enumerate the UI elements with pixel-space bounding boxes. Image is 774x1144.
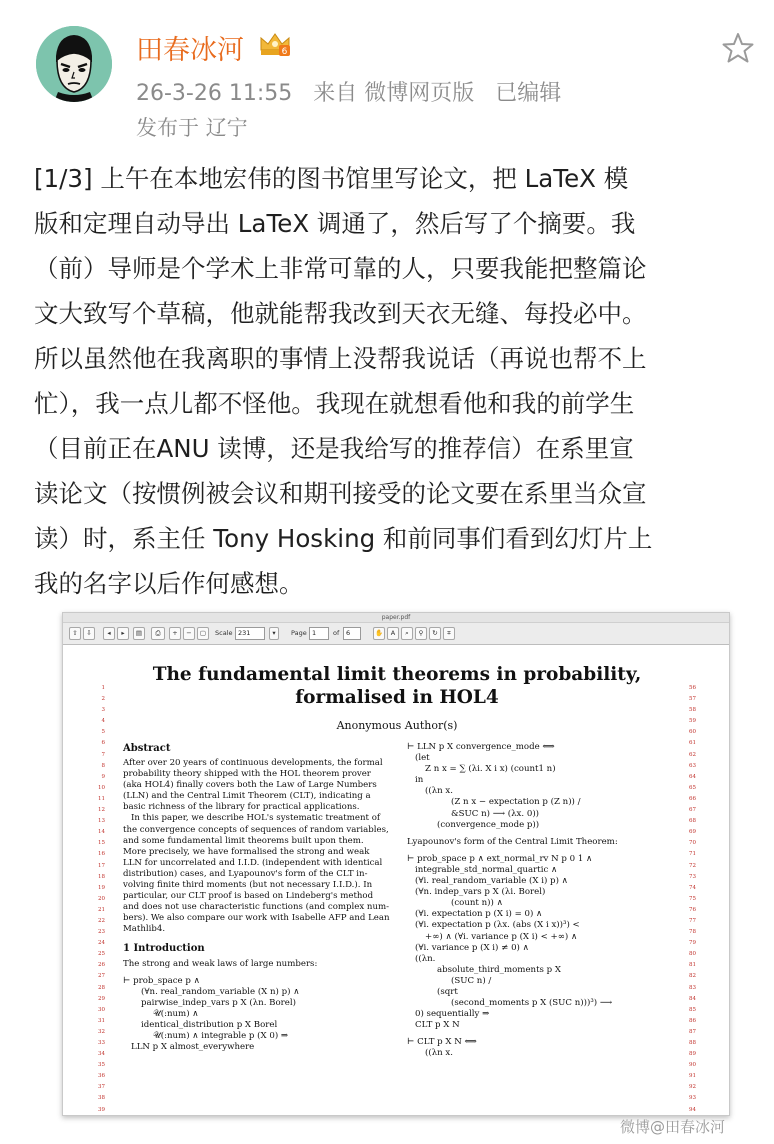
post-line: 忙），我一点儿都不怪他。我现在就想看他和我的前学生 bbox=[34, 389, 635, 418]
right-line-numbers bbox=[689, 646, 703, 1116]
abstract-line: After over 20 years of continuous developments, the formal bbox=[123, 758, 383, 768]
line-number: 74 bbox=[689, 884, 696, 891]
attached-image[interactable] bbox=[62, 612, 730, 1116]
intro-line: The strong and weak laws of large numbers: bbox=[123, 958, 318, 969]
page-input[interactable]: 1 bbox=[309, 627, 329, 640]
line-number: 72 bbox=[689, 862, 696, 869]
line-number: 66 bbox=[689, 795, 696, 802]
abstract-line: the convergence concepts of sequences of random variables, bbox=[123, 824, 389, 835]
line-number: 56 bbox=[689, 685, 696, 691]
line-number: 24 bbox=[98, 940, 105, 947]
line-number: 69 bbox=[689, 829, 696, 836]
line-number: 32 bbox=[98, 1028, 105, 1035]
line-number: 12 bbox=[98, 807, 105, 814]
line-number: 23 bbox=[98, 929, 105, 936]
edited-label[interactable]: 已编辑 bbox=[495, 81, 562, 106]
line-number: 36 bbox=[98, 1073, 105, 1080]
abstract-line: distribution) cases, and Lyapounov's form of the CLT in- bbox=[123, 868, 368, 879]
hand-tool-icon[interactable]: ✋ bbox=[373, 627, 385, 640]
formula-line: (Z n x − expectation p (Z n)) / bbox=[451, 797, 581, 808]
post-line: 所以虽然他在我离职的事情上没帮我说话（再说也帮不上 bbox=[34, 344, 647, 373]
formula-line: (∀i. expectation p (X i) = 0) ∧ bbox=[415, 909, 543, 920]
line-number: 89 bbox=[689, 1051, 696, 1058]
abstract-line: (aka HOL4) finally covers both the Law of Large Numbers bbox=[123, 780, 377, 791]
scale-input[interactable]: 231 bbox=[235, 627, 265, 640]
line-number: 16 bbox=[98, 851, 105, 858]
line-number: 85 bbox=[689, 1006, 696, 1013]
line-number: 21 bbox=[98, 906, 105, 913]
line-number: 28 bbox=[98, 984, 105, 991]
down-arrow-icon[interactable]: ⇩ bbox=[83, 627, 95, 640]
formula-line: (second_moments p X (SUC n)))³) ⟶ bbox=[451, 998, 613, 1009]
abstract-line: (LLN) and the Central Limit Theorem (CLT), indicating a bbox=[123, 791, 371, 802]
formula-line: in bbox=[415, 775, 424, 786]
formula-line: ⊢ prob_space p ∧ bbox=[123, 975, 200, 986]
line-number: 84 bbox=[689, 995, 696, 1002]
left-column bbox=[123, 742, 393, 1053]
paper-title-line2: formalised in HOL4 bbox=[295, 687, 499, 708]
line-number: 1 bbox=[101, 685, 105, 691]
line-number: 86 bbox=[689, 1017, 696, 1024]
line-number: 60 bbox=[689, 729, 696, 736]
abstract-line: More precisely, we have formalised the strong and weak bbox=[123, 846, 370, 857]
line-number: 71 bbox=[689, 851, 696, 858]
magnify-icon[interactable]: ⌕ bbox=[401, 627, 413, 640]
post-time[interactable]: 26-3-26 11:55 bbox=[136, 81, 293, 106]
line-number: 67 bbox=[689, 807, 696, 814]
svg-text:6: 6 bbox=[281, 47, 288, 57]
line-number: 64 bbox=[689, 773, 696, 780]
formula-line: ⊢ LLN p X convergence_mode ⟺ bbox=[407, 742, 555, 752]
prev-page-icon[interactable]: ◂ bbox=[103, 627, 115, 640]
post-line: 文大致写个草稿，他就能帮我改到天衣无缝、每投必中。 bbox=[34, 299, 647, 328]
formula-line: 𝒰(:num) ∧ integrable p (X 0) ⇒ bbox=[153, 1031, 289, 1042]
line-number: 27 bbox=[98, 973, 105, 980]
line-number: 2 bbox=[101, 696, 105, 703]
formula-line: ((λn x. bbox=[425, 786, 453, 797]
line-number: 62 bbox=[689, 751, 696, 758]
formula-line: integrable_std_normal_quartic ∧ bbox=[415, 864, 558, 875]
post-header bbox=[0, 0, 774, 150]
line-number: 5 bbox=[101, 729, 105, 736]
post-line: （前）导师是个学术上非常可靠的人，只要我能把整篇论 bbox=[34, 254, 647, 283]
abstract-line: Mathlib4. bbox=[123, 924, 166, 935]
line-number: 88 bbox=[689, 1040, 696, 1046]
rotate-icon[interactable]: ↻ bbox=[429, 627, 441, 640]
post-line: 版和定理自动导出 LaTeX 调通了，然后写了个摘要。我 bbox=[34, 209, 636, 238]
line-number: 87 bbox=[689, 1028, 696, 1035]
formula-line: (∀i. real_random_variable (X i) p) ∧ bbox=[415, 876, 568, 887]
abstract-line: particular, our CLT proof is based on Lindeberg's method bbox=[123, 891, 374, 902]
line-number: 79 bbox=[689, 940, 696, 947]
line-number: 38 bbox=[98, 1095, 105, 1102]
post-line: 读论文（按惯例被会议和期刊接受的论文要在系里当众宣 bbox=[34, 479, 647, 508]
line-number: 65 bbox=[689, 784, 696, 791]
formula-line: ((λn. bbox=[415, 953, 436, 964]
paper-author: Anonymous Author(s) bbox=[336, 719, 458, 732]
line-number: 31 bbox=[98, 1017, 105, 1024]
line-number: 13 bbox=[98, 818, 105, 825]
scale-dropdown-icon[interactable]: ▾ bbox=[269, 627, 279, 640]
search-icon[interactable]: ⚲ bbox=[415, 627, 427, 640]
line-number: 82 bbox=[689, 973, 696, 980]
line-number: 3 bbox=[101, 707, 105, 714]
line-number: 25 bbox=[98, 951, 105, 958]
right-column bbox=[407, 742, 679, 1060]
avatar-face-icon bbox=[36, 26, 112, 102]
abstract-line: and does not use characteristic functions (and complex num- bbox=[123, 902, 390, 913]
line-number: 11 bbox=[98, 795, 105, 802]
fit-width-icon[interactable]: ▤ bbox=[133, 627, 145, 640]
next-page-icon[interactable]: ▸ bbox=[117, 627, 129, 640]
formula-line: absolute_third_moments p X bbox=[437, 964, 562, 975]
viewer-titlebar bbox=[63, 613, 729, 623]
line-number: 34 bbox=[98, 1051, 105, 1058]
bookmark-icon[interactable]: ⌗ bbox=[443, 627, 455, 640]
paper-title-line1: The fundamental limit theorems in probability, bbox=[152, 664, 642, 685]
line-number: 8 bbox=[101, 762, 105, 769]
formula-line: CLT p X N bbox=[415, 1020, 460, 1031]
post-line: [1/3] 上午在本地宏伟的图书馆里写论文，把 LaTeX 模 bbox=[34, 164, 629, 193]
up-arrow-icon[interactable]: ⇧ bbox=[69, 627, 81, 640]
page-label: Page bbox=[291, 629, 307, 637]
page-total: 6 bbox=[343, 627, 361, 640]
line-number: 76 bbox=[689, 906, 696, 913]
formula-line: +∞) ∧ (∀i. variance p (X i) < +∞) ∧ bbox=[425, 931, 578, 942]
line-number: 70 bbox=[689, 840, 696, 847]
line-number: 75 bbox=[689, 895, 696, 902]
line-number: 57 bbox=[689, 696, 696, 703]
line-number: 61 bbox=[689, 740, 696, 747]
line-number: 22 bbox=[98, 917, 105, 924]
formula-line: (SUC n) / bbox=[451, 975, 492, 986]
line-number: 83 bbox=[689, 984, 696, 991]
formula-line: (let bbox=[415, 753, 430, 764]
line-number: 58 bbox=[689, 707, 696, 714]
print-icon[interactable]: ⎙ bbox=[151, 627, 165, 640]
line-number: 15 bbox=[98, 840, 105, 847]
formula-line: (∀n. indep_vars p X (λi. Borel) bbox=[415, 887, 546, 898]
line-number: 20 bbox=[98, 895, 105, 902]
post-line: 读）时，系主任 Tony Hosking 和前同事们看到幻灯片上 bbox=[34, 524, 653, 553]
abstract-line: volving finite third moments (but not necessary I.I.D.). In bbox=[123, 880, 373, 891]
line-number: 80 bbox=[689, 951, 696, 958]
formula-line: (∀i. expectation p (λx. (abs (X i x))³) < bbox=[415, 920, 580, 931]
pdf-page bbox=[63, 646, 729, 1116]
avatar[interactable] bbox=[36, 26, 112, 102]
line-number: 4 bbox=[101, 718, 105, 725]
formula-line: (∀i. variance p (X i) ≠ 0) ∧ bbox=[415, 942, 529, 953]
zoom-in-icon[interactable]: + bbox=[169, 627, 181, 640]
line-number: 35 bbox=[98, 1062, 105, 1069]
post-location: 发布于 辽宁 bbox=[136, 116, 248, 140]
formula-line: identical_distribution p X Borel bbox=[141, 1019, 278, 1030]
line-number: 59 bbox=[689, 718, 696, 725]
abstract-line: In this paper, we describe HOL's systematic treatment of bbox=[131, 813, 381, 824]
line-number: 94 bbox=[689, 1106, 696, 1113]
line-number: 68 bbox=[689, 818, 696, 825]
username[interactable]: 田春冰河 bbox=[136, 35, 244, 66]
line-number: 33 bbox=[98, 1040, 105, 1046]
line-number: 7 bbox=[101, 751, 105, 758]
line-number: 73 bbox=[689, 873, 696, 880]
of-label: of bbox=[333, 629, 340, 637]
formula-line: (∀n. real_random_variable (X n) p) ∧ bbox=[141, 986, 300, 997]
line-number: 26 bbox=[98, 962, 105, 969]
line-number: 18 bbox=[98, 873, 105, 880]
formula-line: pairwise_indep_vars p X (λn. Borel) bbox=[141, 997, 296, 1008]
formula-line: (sqrt bbox=[437, 986, 458, 997]
scale-label: Scale bbox=[215, 629, 233, 637]
formula-line: Z n x = ∑ (λi. X i x) (count1 n) bbox=[425, 764, 556, 775]
zoom-out-icon[interactable]: − bbox=[183, 627, 195, 640]
post-line: 我的名字以后作何感想。 bbox=[34, 569, 304, 598]
formula-line: ⊢ CLT p X N ⟺ bbox=[407, 1037, 477, 1048]
line-number: 81 bbox=[689, 962, 696, 969]
formula-line: ((λn x. bbox=[425, 1048, 453, 1059]
formula-line: (count n)) ∧ bbox=[451, 898, 503, 909]
window-title: paper.pdf bbox=[381, 614, 411, 621]
weibo-watermark: 微博@田春冰河 bbox=[620, 1118, 726, 1136]
abstract-line: basic richness of the library for practical applications. bbox=[123, 802, 360, 813]
line-number: 39 bbox=[98, 1106, 105, 1113]
abstract-heading: Abstract bbox=[123, 743, 171, 754]
formula-line: &SUC n) ⟶ (λx. 0)) bbox=[451, 808, 540, 819]
line-number: 10 bbox=[98, 784, 105, 791]
line-number: 9 bbox=[101, 773, 105, 780]
formula-line: ⊢ prob_space p ∧ ext_normal_rv N p 0 1 ∧ bbox=[407, 853, 593, 864]
formula-line: 𝒰(:num) ∧ bbox=[153, 1008, 199, 1019]
line-number: 63 bbox=[689, 762, 696, 769]
star-icon[interactable] bbox=[720, 30, 756, 66]
section-heading: 1 Introduction bbox=[123, 942, 205, 954]
abstract-line: probability theory shipped with the HOL theorem prover bbox=[123, 769, 371, 780]
formula-line: (convergence_mode p)) bbox=[437, 819, 540, 830]
line-number: 77 bbox=[689, 917, 696, 924]
abstract-line: bers). We also compare our work with Isabelle AFP and Lean bbox=[123, 913, 390, 924]
line-number: 29 bbox=[98, 995, 105, 1002]
line-number: 93 bbox=[689, 1095, 696, 1102]
select-tool-icon[interactable]: A bbox=[387, 627, 399, 640]
line-number: 90 bbox=[689, 1062, 696, 1069]
line-number: 14 bbox=[98, 829, 105, 836]
formula-line: LLN p X almost_everywhere bbox=[131, 1042, 255, 1053]
line-number: 6 bbox=[101, 740, 105, 747]
fit-page-icon[interactable]: ▢ bbox=[197, 627, 209, 640]
post-line: （目前正在ANU 读博，还是我给写的推荐信）在系里宣 bbox=[34, 434, 634, 463]
viewer-toolbar bbox=[63, 623, 729, 645]
line-number: 19 bbox=[98, 884, 105, 891]
post-text bbox=[34, 156, 750, 606]
line-number: 17 bbox=[98, 862, 105, 869]
abstract-line: and some fundamental limit theorems built upon them. bbox=[123, 835, 364, 846]
line-number: 92 bbox=[689, 1084, 696, 1091]
lyapounov-line: Lyapounov's form of the Central Limit Theorem: bbox=[407, 836, 618, 847]
line-number: 30 bbox=[98, 1006, 105, 1013]
line-number: 78 bbox=[689, 929, 696, 936]
left-line-numbers bbox=[91, 646, 105, 1116]
formula-line: 0) sequentially ⇒ bbox=[415, 1009, 490, 1020]
line-number: 91 bbox=[689, 1073, 696, 1080]
vip-crown-icon[interactable] bbox=[258, 30, 292, 58]
post-source: 来自 微博网页版 bbox=[313, 81, 475, 106]
post-meta bbox=[136, 76, 575, 107]
abstract-line: LLN for uncorrelated and I.I.D. (independent with identical bbox=[123, 857, 383, 868]
line-number: 37 bbox=[98, 1084, 105, 1091]
